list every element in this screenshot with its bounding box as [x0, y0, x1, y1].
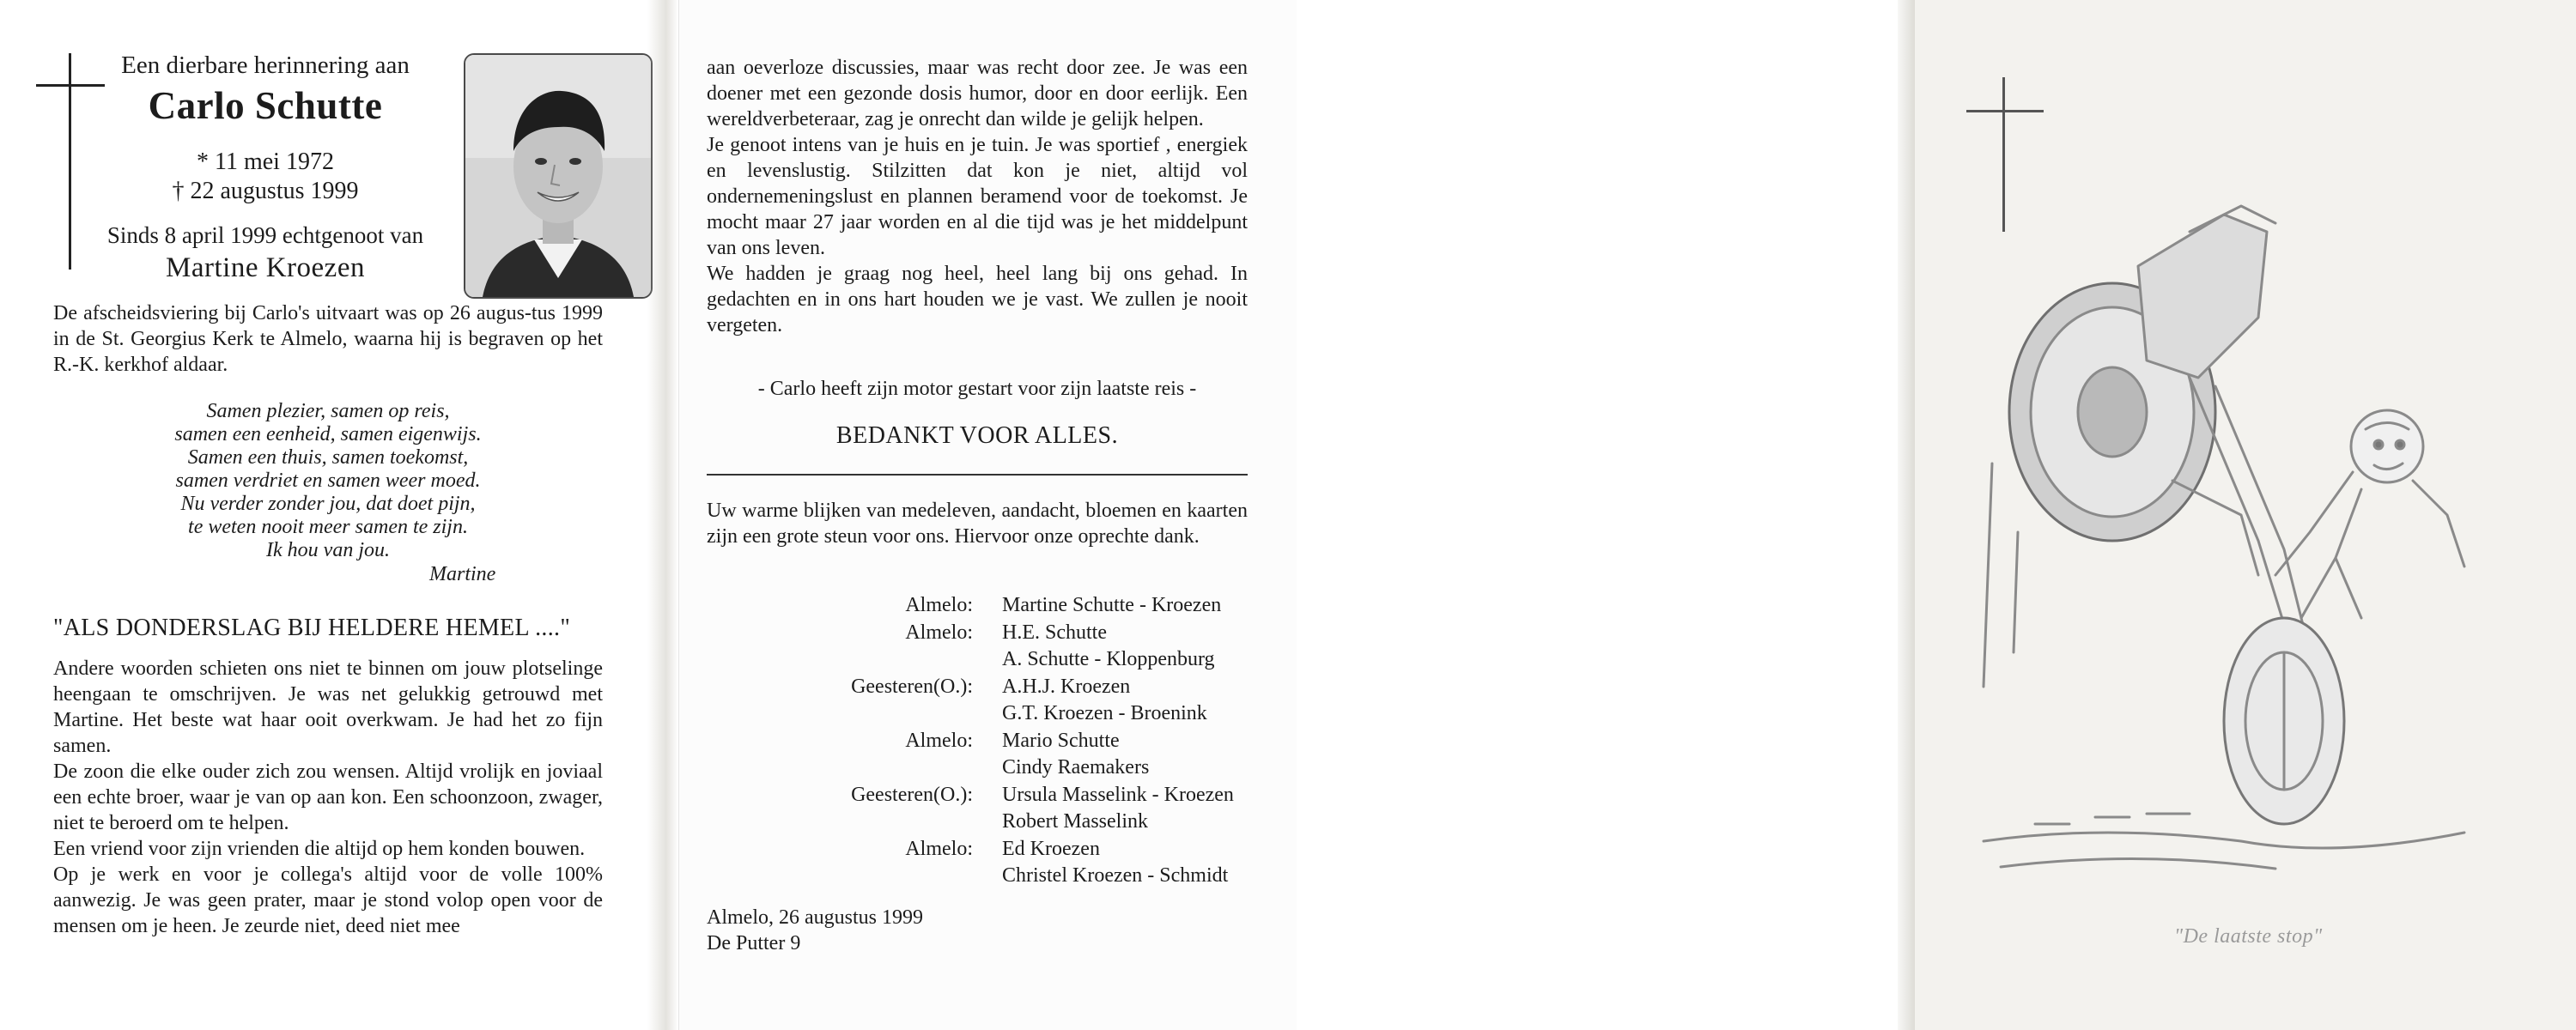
poem-line: te weten nooit meer samen te zijn.	[188, 516, 468, 538]
birth-date: * 11 mei 1972	[197, 148, 334, 175]
family-place: Geesteren(O.):	[851, 675, 973, 698]
signoff-address: De Putter 9	[707, 932, 801, 954]
left-page	[0, 0, 678, 1030]
family-names: Cindy Raemakers	[1002, 756, 1150, 779]
motor-line: - Carlo heeft zijn motor gestart voor zijn laatste reis -	[757, 378, 1197, 400]
poem-line: Samen een thuis, samen toekomst,	[187, 446, 469, 469]
family-place: Geesteren(O.):	[851, 783, 973, 806]
family-names: Christel Kroezen - Schmidt	[1002, 864, 1229, 887]
thanks-paragraph: Uw warme blijken van medeleven, aandacht, bloemen en kaarten zijn een grote steun voor ons. Hiervoor onze oprechte dank.	[707, 500, 1248, 548]
spouse-name: Martine Kroezen	[166, 252, 365, 283]
family-names: G.T. Kroezen - Broenink	[1002, 702, 1207, 724]
continuation-paragraph: aan oeverloze discussies, maar was recht door zee. Je was een doener met een gezonde dosis humor, door en door eerlijk. Een wereldverbeteraar, zag je onrecht dan wilde je gelijk helpen.	[707, 57, 1248, 130]
family-place	[748, 863, 992, 890]
memory-paragraph: Een vriend voor zijn vrienden die altijd op hem konden bouwen.	[53, 838, 586, 860]
family-list	[748, 592, 1244, 890]
portrait-photo	[464, 53, 653, 299]
divider-line	[707, 474, 1248, 476]
poem-line: Ik hou van jou.	[266, 539, 390, 561]
family-place	[748, 646, 992, 674]
family-names: Mario Schutte	[1002, 729, 1120, 752]
family-names: Ed Kroezen	[1002, 837, 1100, 860]
poem	[53, 400, 603, 562]
family-row	[748, 782, 1244, 809]
family-names: A. Schutte - Kloppenburg	[1002, 648, 1215, 670]
family-place: Almelo:	[905, 594, 973, 616]
memory-paragraph: De zoon die elke ouder zich zou wensen. Altijd vrolijk en joviaal een echte broer, waar je van op aan kon. Een schoonzoon, zwager, niet te beroerd om te helpen.	[53, 760, 603, 834]
signoff-date: Almelo, 26 augustus 1999	[707, 906, 923, 929]
blank-page	[1297, 0, 1915, 1030]
middle-page	[678, 0, 1297, 1030]
family-place: Almelo:	[905, 729, 973, 752]
family-place	[748, 700, 992, 728]
continuation-text	[707, 55, 1248, 338]
family-row	[748, 592, 1244, 620]
continuation-paragraph: Je genoot intens van je huis en je tuin. Je was sportief , energiek en levenslustig. Stilzitten dat kon je niet, altijd vol ondernemeningslust en plannen beramend voor de toekomst. Je mocht maar 27 jaar worden en al die tijd was je het middelpunt van ons leven.	[707, 134, 1248, 259]
family-row	[748, 646, 1244, 674]
poem-line: samen een eenheid, samen eigenwijs.	[174, 423, 482, 445]
death-date: † 22 augustus 1999	[172, 178, 359, 204]
memorial-header	[89, 52, 441, 284]
family-row	[748, 728, 1244, 755]
family-place: Almelo:	[905, 837, 973, 860]
family-row	[748, 863, 1244, 890]
family-names: A.H.J. Kroezen	[1002, 675, 1131, 698]
family-place: Almelo:	[905, 621, 973, 644]
cover-caption: "De laatste stop"	[2174, 925, 2323, 948]
quote-heading: "ALS DONDERSLAG BIJ HELDERE HEMEL ...."	[53, 615, 571, 641]
memory-paragraph: Andere woorden schieten ons niet te binnen om jouw plotselinge heengaan te omschrijven. Je was net gelukkig getrouwd met Martine. Het beste wat haar ooit overkwam. Je had het zo fijn samen.	[53, 657, 603, 757]
deceased-name: Carlo Schutte	[148, 84, 383, 127]
family-row	[748, 620, 1244, 647]
family-names: H.E. Schutte	[1002, 621, 1107, 644]
cover-cross-icon-bar	[1966, 110, 2044, 112]
memories-text	[53, 656, 603, 939]
thanks-heading: BEDANKT VOOR ALLES.	[835, 422, 1119, 449]
ceremony-paragraph: De afscheidsviering bij Carlo's uitvaart was op 26 augus-tus 1999 in de St. Georgius Kerk te Almelo, waarna hij is begraven op het R.-K. kerkhof aldaar.	[53, 302, 603, 376]
family-place	[748, 809, 992, 836]
family-place	[748, 754, 992, 782]
family-row	[748, 674, 1244, 701]
family-row	[748, 754, 1244, 782]
cover-page	[1915, 0, 2576, 1030]
signoff	[707, 905, 923, 956]
motorcycle-illustration	[1932, 172, 2533, 927]
family-names: Ursula Masselink - Kroezen	[1002, 783, 1234, 806]
family-names: Robert Masselink	[1002, 810, 1148, 833]
poem-line: Samen plezier, samen op reis,	[206, 400, 450, 422]
family-names: Martine Schutte - Kroezen	[1002, 594, 1222, 616]
marriage-line: Sinds 8 april 1999 echtgenoot van	[106, 222, 424, 248]
family-row	[748, 700, 1244, 728]
family-row	[748, 809, 1244, 836]
memory-paragraph: Op je werk en voor je collega's altijd voor de volle 100% aanwezig. Je was geen prater, maar je stond volop open voor de mensen om je heen. Je zeurde niet, deed niet mee	[53, 863, 603, 937]
card-fold-edge	[647, 0, 678, 1030]
family-row	[748, 836, 1244, 863]
poem-line: samen verdriet en samen weer moed.	[175, 470, 481, 492]
intro-text: Een dierbare herinnering aan	[121, 52, 410, 79]
poem-line: Nu verder zonder jou, dat doet pijn,	[180, 493, 476, 515]
continuation-paragraph: We hadden je graag nog heel, heel lang bij ons gehad. In gedachten en in ons hart houden we je vast. We zullen je nooit vergeten.	[707, 263, 1248, 336]
poem-signature: Martine	[429, 563, 496, 585]
